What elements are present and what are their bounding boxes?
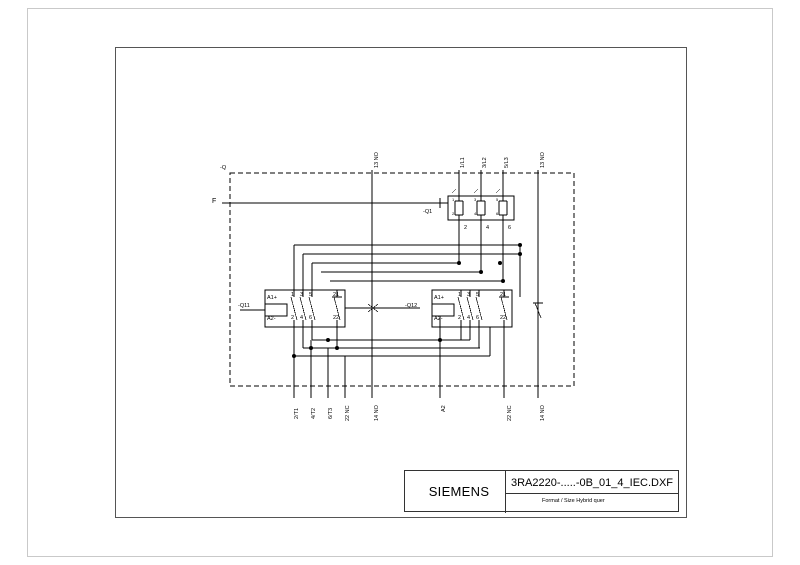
q11-terminal-3: 3 bbox=[300, 292, 304, 298]
title-block-divider-horizontal bbox=[505, 493, 679, 494]
device-label-q11: -Q11 bbox=[238, 303, 250, 309]
terminal-bottom-2t1: 2/T1 bbox=[294, 407, 300, 419]
q11-terminal-21: 21 bbox=[333, 292, 340, 298]
title-block bbox=[404, 470, 679, 512]
breaker-pole-6: 6 bbox=[496, 211, 499, 216]
terminal-bottom-6t3: 6/T3 bbox=[328, 407, 334, 419]
q12-coil bbox=[432, 304, 454, 316]
q12-terminal-21: 21 bbox=[500, 292, 507, 298]
label-fuse-f: F bbox=[212, 198, 217, 205]
terminal-bottom-22nc-right: 22 NC bbox=[507, 405, 513, 421]
breaker-pole-1: 1 bbox=[452, 197, 455, 202]
q12-terminal-4: 4 bbox=[467, 315, 471, 321]
dashed-enclosure bbox=[230, 173, 574, 386]
breaker-pole-5: 5 bbox=[496, 197, 499, 202]
junction-dots bbox=[292, 243, 522, 358]
q12-terminal-6: 6 bbox=[476, 315, 480, 321]
device-label-q1: -Q1 bbox=[423, 209, 433, 215]
q12-terminal-5: 5 bbox=[476, 292, 480, 298]
q12-terminal-3: 3 bbox=[467, 292, 471, 298]
breaker-terminal-4: 4 bbox=[486, 225, 490, 231]
terminal-top-3l2: 3/L2 bbox=[482, 157, 488, 168]
q11-terminal-4: 4 bbox=[300, 315, 304, 321]
q11-coil-a1: A1+ bbox=[267, 295, 277, 301]
breaker-pole-3: 3 bbox=[474, 197, 477, 202]
terminal-bottom-14no-left: 14 NO bbox=[374, 405, 380, 421]
siemens-logo: SIEMENS bbox=[428, 484, 490, 499]
q11-terminal-5: 5 bbox=[309, 292, 313, 298]
terminal-top-13no-left: 13 NO bbox=[374, 152, 380, 168]
document-file-name: 3RA2220-.....-0B_01_4_IEC.DXF bbox=[511, 477, 674, 489]
terminal-bottom-a2: A2 bbox=[441, 405, 447, 412]
q11-coil bbox=[265, 304, 287, 316]
q12-coil-a2: A2- bbox=[434, 316, 443, 322]
breaker-pole-2: 2 bbox=[452, 211, 455, 216]
q11-terminal-6: 6 bbox=[309, 315, 313, 321]
q12-terminal-2: 2 bbox=[458, 315, 462, 321]
terminal-bottom-4t2: 4/T2 bbox=[311, 407, 317, 419]
terminal-bottom-14no-right: 14 NO bbox=[540, 405, 546, 421]
q11-terminal-1: 1 bbox=[291, 292, 295, 298]
document-format-size: Format / Size Hybrid quer bbox=[542, 498, 605, 504]
terminal-top-13no-right: 13 NO bbox=[540, 152, 546, 168]
breaker-terminal-2: 2 bbox=[464, 225, 468, 231]
terminal-top-1l1: 1/L1 bbox=[460, 157, 466, 168]
q12-terminal-1: 1 bbox=[458, 292, 462, 298]
q11-coil-a2: A2- bbox=[267, 316, 276, 322]
label-group-q: -Q bbox=[220, 165, 227, 171]
title-block-divider-vertical bbox=[505, 471, 506, 513]
breaker-pole-4: 4 bbox=[474, 211, 477, 216]
q12-coil-a1: A1+ bbox=[434, 295, 444, 301]
terminal-bottom-22nc-left: 22 NC bbox=[345, 405, 351, 421]
q11-terminal-22: 22 bbox=[333, 315, 340, 321]
terminal-top-5l3: 5/L3 bbox=[504, 157, 510, 168]
breaker-terminal-6: 6 bbox=[508, 225, 512, 231]
q11-terminal-2: 2 bbox=[291, 315, 295, 321]
q12-terminal-22: 22 bbox=[500, 315, 507, 321]
device-label-q12: -Q12 bbox=[405, 303, 418, 309]
